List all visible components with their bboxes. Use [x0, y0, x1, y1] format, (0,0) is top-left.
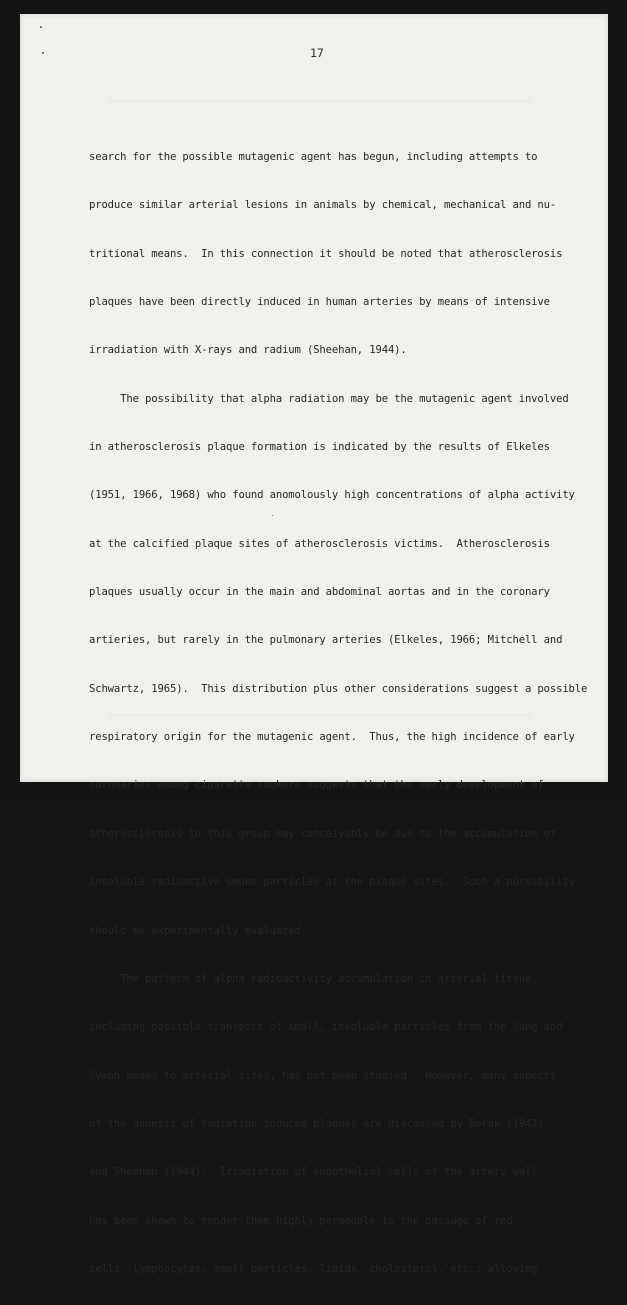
body-text: [89, 121, 589, 1305]
page-number: 17: [310, 46, 324, 60]
text-line: search for the possible mutagenic agent has begun, including attempts to: [89, 151, 538, 163]
text-line: plaques have been directly induced in human arteries by means of intensive: [89, 296, 550, 309]
text-line: The possibility that alpha radiation may be the mutagenic agent involved: [89, 392, 569, 405]
text-line: cells, lymphocytes, small particles, lipids, cholesterol, etc.; allowing: [89, 1262, 538, 1275]
text-line: insoluble radioactive smoke particles at the plaque sites. Such a possibility: [89, 876, 575, 889]
text-line: Schwartz, 1965). This distribution plus other considerations suggest a possible: [89, 682, 588, 695]
document-page: [20, 14, 608, 1275]
bleed-through: [110, 100, 530, 103]
text-line: produce similar arterial lesions in animals by chemical, mechanical and nu-: [89, 199, 557, 212]
text-line: lymph nodes to arterial sites, has not been studied. However, many aspects: [89, 1069, 557, 1082]
text-line: plaques usually occur in the main and abdominal aortas and in the coronary: [89, 586, 550, 599]
text-line: artieries, but rarely in the pulmonary arteries (Elkeles, 1966; Mitchell and: [89, 634, 563, 647]
text-line: has been shown to render them highly permeable to the passage of red: [89, 1214, 513, 1227]
text-line: tritional means. In this connection it should be noted that atherosclerosis: [89, 247, 563, 260]
text-line: respiratory origin for the mutagenic agent. Thus, the high incidence of early: [89, 731, 575, 744]
scan-speck: [42, 52, 44, 54]
text-line: (1951, 1966, 1968) who found anomolously high concentrations of alpha activity: [89, 489, 575, 502]
text-line: irradiation with X-rays and radium (Sheehan, 1944).: [89, 344, 407, 357]
text-line: coronaries among cigarette smokers suggests that the early development of: [89, 779, 544, 792]
text-line: atherosclerosis in this group may conceivably be due to the accumulation of: [89, 827, 557, 840]
text-line: should be experimentally evaluated.: [89, 924, 307, 937]
text-line: at the calcified plaque sites of atherosclerosis victims. Atherosclerosis: [89, 537, 550, 550]
text-line: of the genesis of radiation induced plaques are discussed by Borak (1942): [89, 1117, 544, 1130]
text-line: including possible transport of small, insoluble particles from the lung and: [89, 1021, 563, 1034]
text-line: and Sheehan (1944). Irradiation of endothelial cells of the artery wall: [89, 1166, 538, 1179]
text-line: The pattern of alpha radioactivity accumulation in arterial tissue,: [89, 972, 538, 985]
scan-speck: [40, 26, 42, 28]
text-line: in atherosclerosis plaque formation is indicated by the results of Elkeles: [89, 441, 550, 454]
